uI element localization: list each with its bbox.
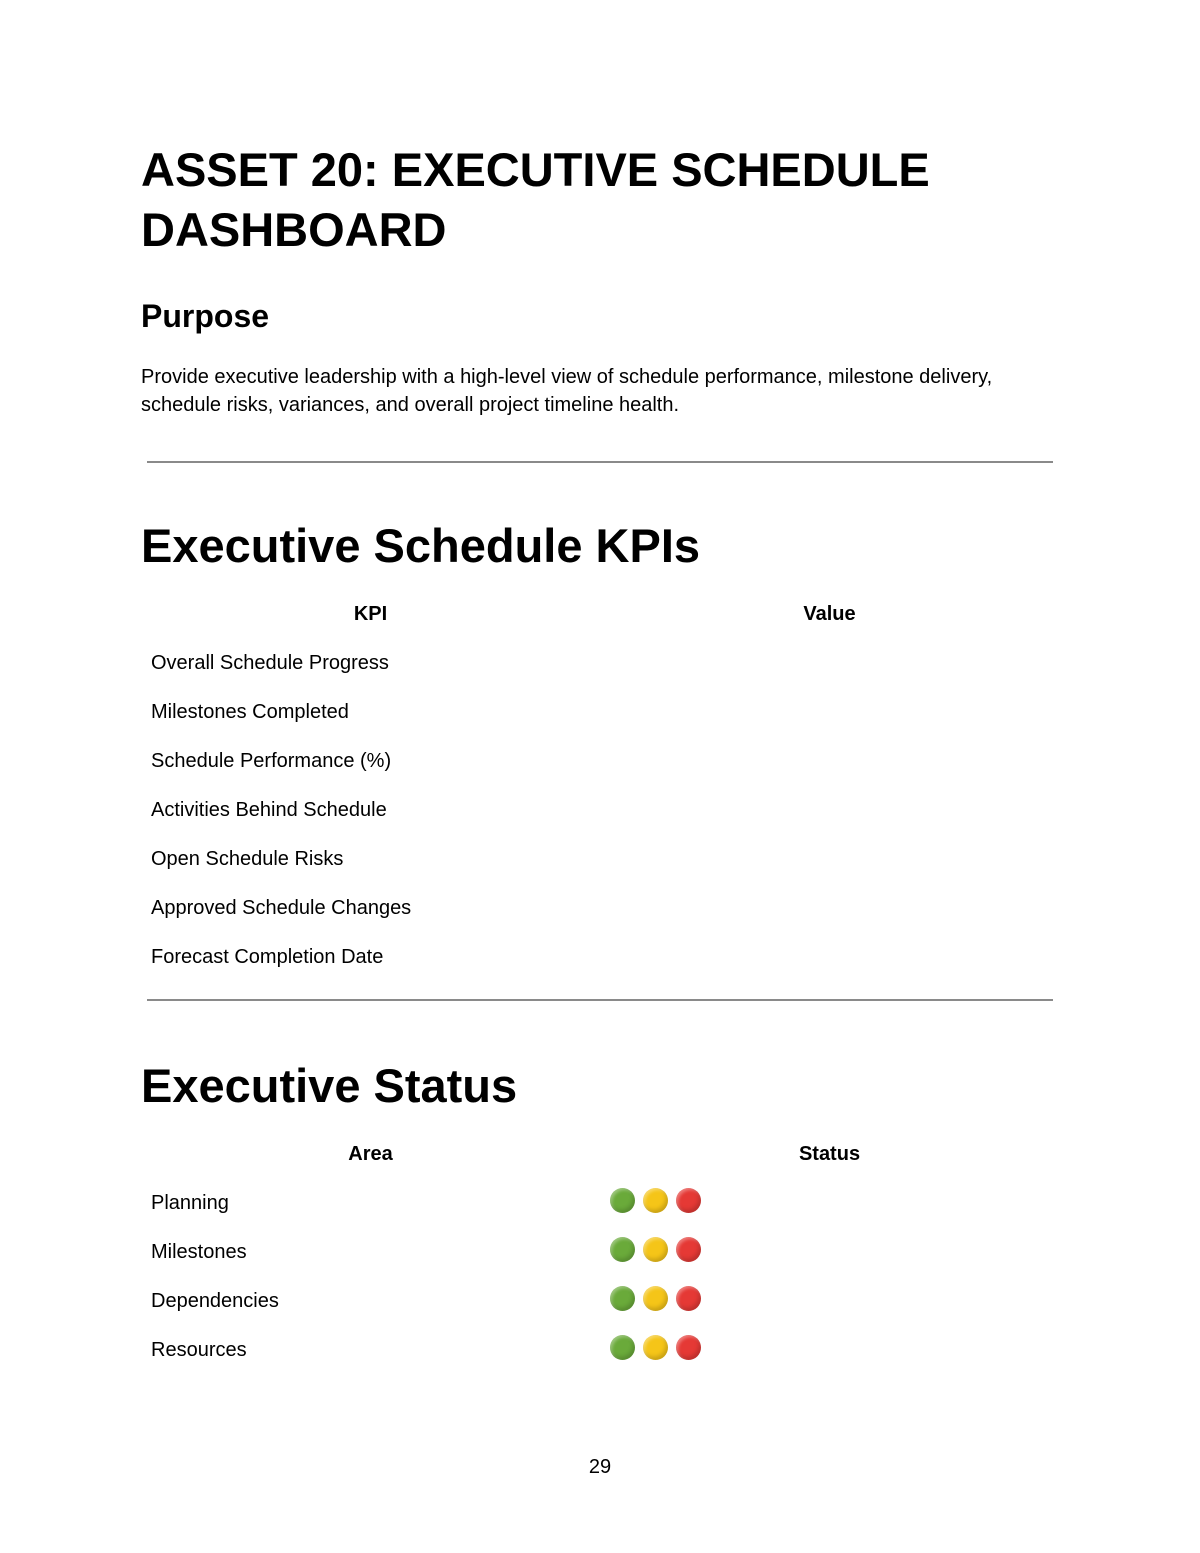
kpi-column-header: KPI (353, 603, 388, 625)
table-row (141, 688, 1059, 737)
kpi-name: Schedule Performance (%) (151, 750, 392, 772)
kpi-value (600, 688, 1059, 737)
yellow-circle-icon (643, 1335, 668, 1360)
kpi-name: Overall Schedule Progress (151, 652, 389, 674)
table-row (141, 884, 1059, 933)
red-circle-icon (676, 1237, 701, 1262)
page-number: 29 (588, 1456, 612, 1478)
kpi-value (600, 835, 1059, 884)
status-table (141, 1130, 1059, 1375)
green-circle-icon (610, 1188, 635, 1213)
table-row (141, 1179, 1059, 1228)
status-indicators (600, 1326, 1059, 1375)
kpi-table-header-row (141, 590, 1059, 639)
yellow-circle-icon (643, 1237, 668, 1262)
status-column-header: Status (798, 1143, 861, 1165)
yellow-circle-icon (643, 1286, 668, 1311)
area-name: Dependencies (151, 1290, 279, 1312)
table-row (141, 835, 1059, 884)
table-row (141, 737, 1059, 786)
value-column-header: Value (803, 603, 856, 625)
table-row (141, 1228, 1059, 1277)
purpose-text: Provide executive leadership with a high-level view of schedule performance, milestone delivery, schedule risks, variances, and overall project timeline health. (141, 366, 993, 416)
green-circle-icon (610, 1237, 635, 1262)
kpi-value (600, 737, 1059, 786)
kpi-section-heading: Executive Schedule KPIs (141, 519, 701, 572)
area-name: Resources (151, 1339, 247, 1361)
table-row (141, 639, 1059, 688)
status-table-header-row (141, 1130, 1059, 1179)
table-row (141, 786, 1059, 835)
status-section-heading: Executive Status (141, 1059, 518, 1112)
kpi-value (600, 933, 1059, 982)
page-title: ASSET 20: EXECUTIVE SCHEDULE DASHBOARD (141, 143, 930, 256)
purpose-heading: Purpose (141, 298, 270, 334)
kpi-table (141, 590, 1059, 982)
kpi-name: Milestones Completed (151, 701, 349, 723)
kpi-name: Forecast Completion Date (151, 946, 384, 968)
kpi-name: Activities Behind Schedule (151, 799, 387, 821)
kpi-name: Approved Schedule Changes (151, 897, 412, 919)
red-circle-icon (676, 1335, 701, 1360)
divider (147, 461, 1053, 463)
kpi-value (600, 639, 1059, 688)
table-row (141, 1277, 1059, 1326)
area-column-header: Area (348, 1143, 393, 1165)
kpi-name: Open Schedule Risks (151, 848, 344, 870)
area-name: Planning (151, 1192, 229, 1214)
green-circle-icon (610, 1335, 635, 1360)
status-indicators (600, 1179, 1059, 1228)
red-circle-icon (676, 1188, 701, 1213)
yellow-circle-icon (643, 1188, 668, 1213)
divider (147, 999, 1053, 1001)
table-row (141, 1326, 1059, 1375)
status-indicators (600, 1277, 1059, 1326)
red-circle-icon (676, 1286, 701, 1311)
kpi-value (600, 786, 1059, 835)
area-name: Milestones (151, 1241, 247, 1263)
status-indicators (600, 1228, 1059, 1277)
table-row (141, 933, 1059, 982)
green-circle-icon (610, 1286, 635, 1311)
kpi-value (600, 884, 1059, 933)
